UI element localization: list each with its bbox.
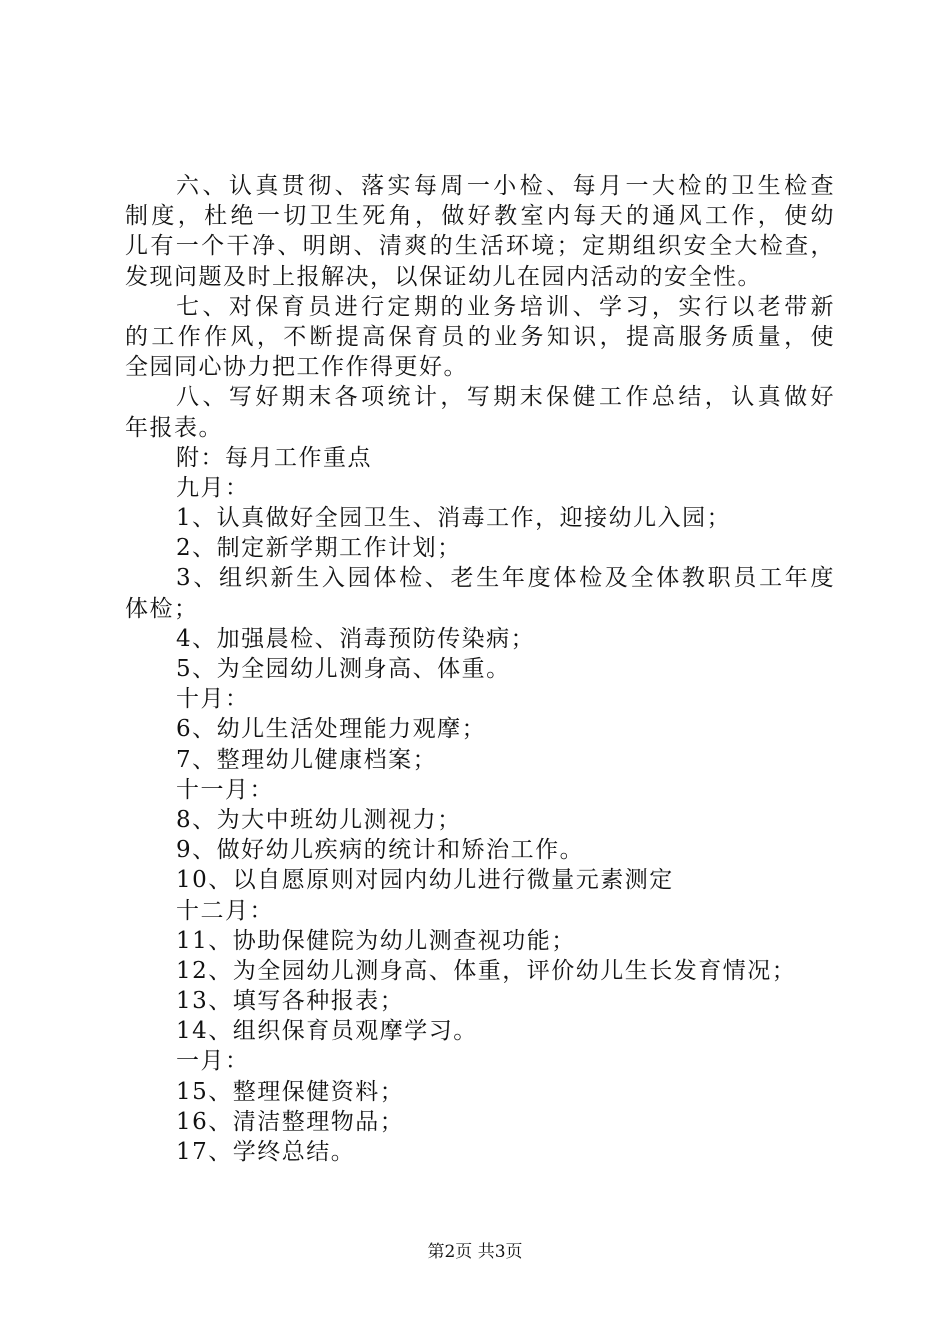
text-line: 九月：: [176, 474, 250, 501]
text-line: 儿有一个干净、明朗、清爽的生活环境；定期组织安全大检查，: [125, 233, 835, 260]
text-line: 2、制定新学期工作计划；: [176, 535, 462, 562]
text-line: 制度，杜绝一切卫生死角，做好教室内每天的通风工作，使幼: [125, 203, 835, 230]
text-line: 十一月：: [176, 776, 274, 803]
text-line: 5、为全园幼儿测身高、体重。: [176, 656, 511, 682]
text-line: 1、认真做好全园卫生、消毒工作，迎接幼儿入园；: [176, 505, 732, 532]
text-line: 附：每月工作重点: [176, 444, 372, 471]
document-body: [125, 171, 835, 1167]
text-line: 6、幼儿生活处理能力观摩；: [176, 716, 487, 743]
page-footer: 第2页 共3页: [427, 1242, 523, 1262]
text-line: 一月：: [176, 1048, 250, 1075]
text-line: 16、清洁整理物品；: [176, 1108, 405, 1135]
text-line: 14、组织保育员观摩学习。: [176, 1018, 478, 1045]
text-line: 11、协助保健院为幼儿测查视功能；: [176, 927, 576, 954]
text-line: 15、整理保健资料；: [176, 1078, 405, 1105]
text-line: 全园同心协力把工作作得更好。: [125, 354, 468, 381]
text-line: 六、认真贯彻、落实每周一小检、每月一大检的卫生检查: [176, 173, 835, 199]
text-line: 体检；: [125, 595, 199, 622]
text-line: 八、写好期末各项统计，写期末保健工作总结，认真做好: [176, 384, 835, 411]
text-line: 4、加强晨检、消毒预防传染病；: [176, 625, 536, 652]
text-line: 12、为全园幼儿测身高、体重，评价幼儿生长发育情况；: [176, 957, 797, 984]
text-line: 七、对保育员进行定期的业务培训、学习，实行以老带新: [176, 293, 835, 320]
text-line: 十月：: [176, 686, 250, 713]
text-line: 10、以自愿原则对园内幼儿进行微量元素测定: [176, 867, 674, 894]
text-line: 的工作作风，不断提高保育员的业务知识，提高服务质量，使: [125, 323, 835, 350]
text-line: 十二月：: [176, 897, 274, 924]
text-line: 8、为大中班幼儿测视力；: [176, 806, 462, 833]
text-line: 17、学终总结。: [176, 1139, 356, 1165]
text-line: 年报表。: [125, 414, 223, 441]
text-line: 3、组织新生入园体检、老生年度体检及全体教职员工年度: [176, 565, 835, 592]
text-line: 发现问题及时上报解决，以保证幼儿在园内活动的安全性。: [125, 263, 762, 290]
text-line: 13、填写各种报表；: [176, 988, 405, 1015]
text-line: 7、整理幼儿健康档案；: [176, 746, 438, 773]
text-line: 9、做好幼儿疾病的统计和矫治工作。: [176, 837, 585, 864]
